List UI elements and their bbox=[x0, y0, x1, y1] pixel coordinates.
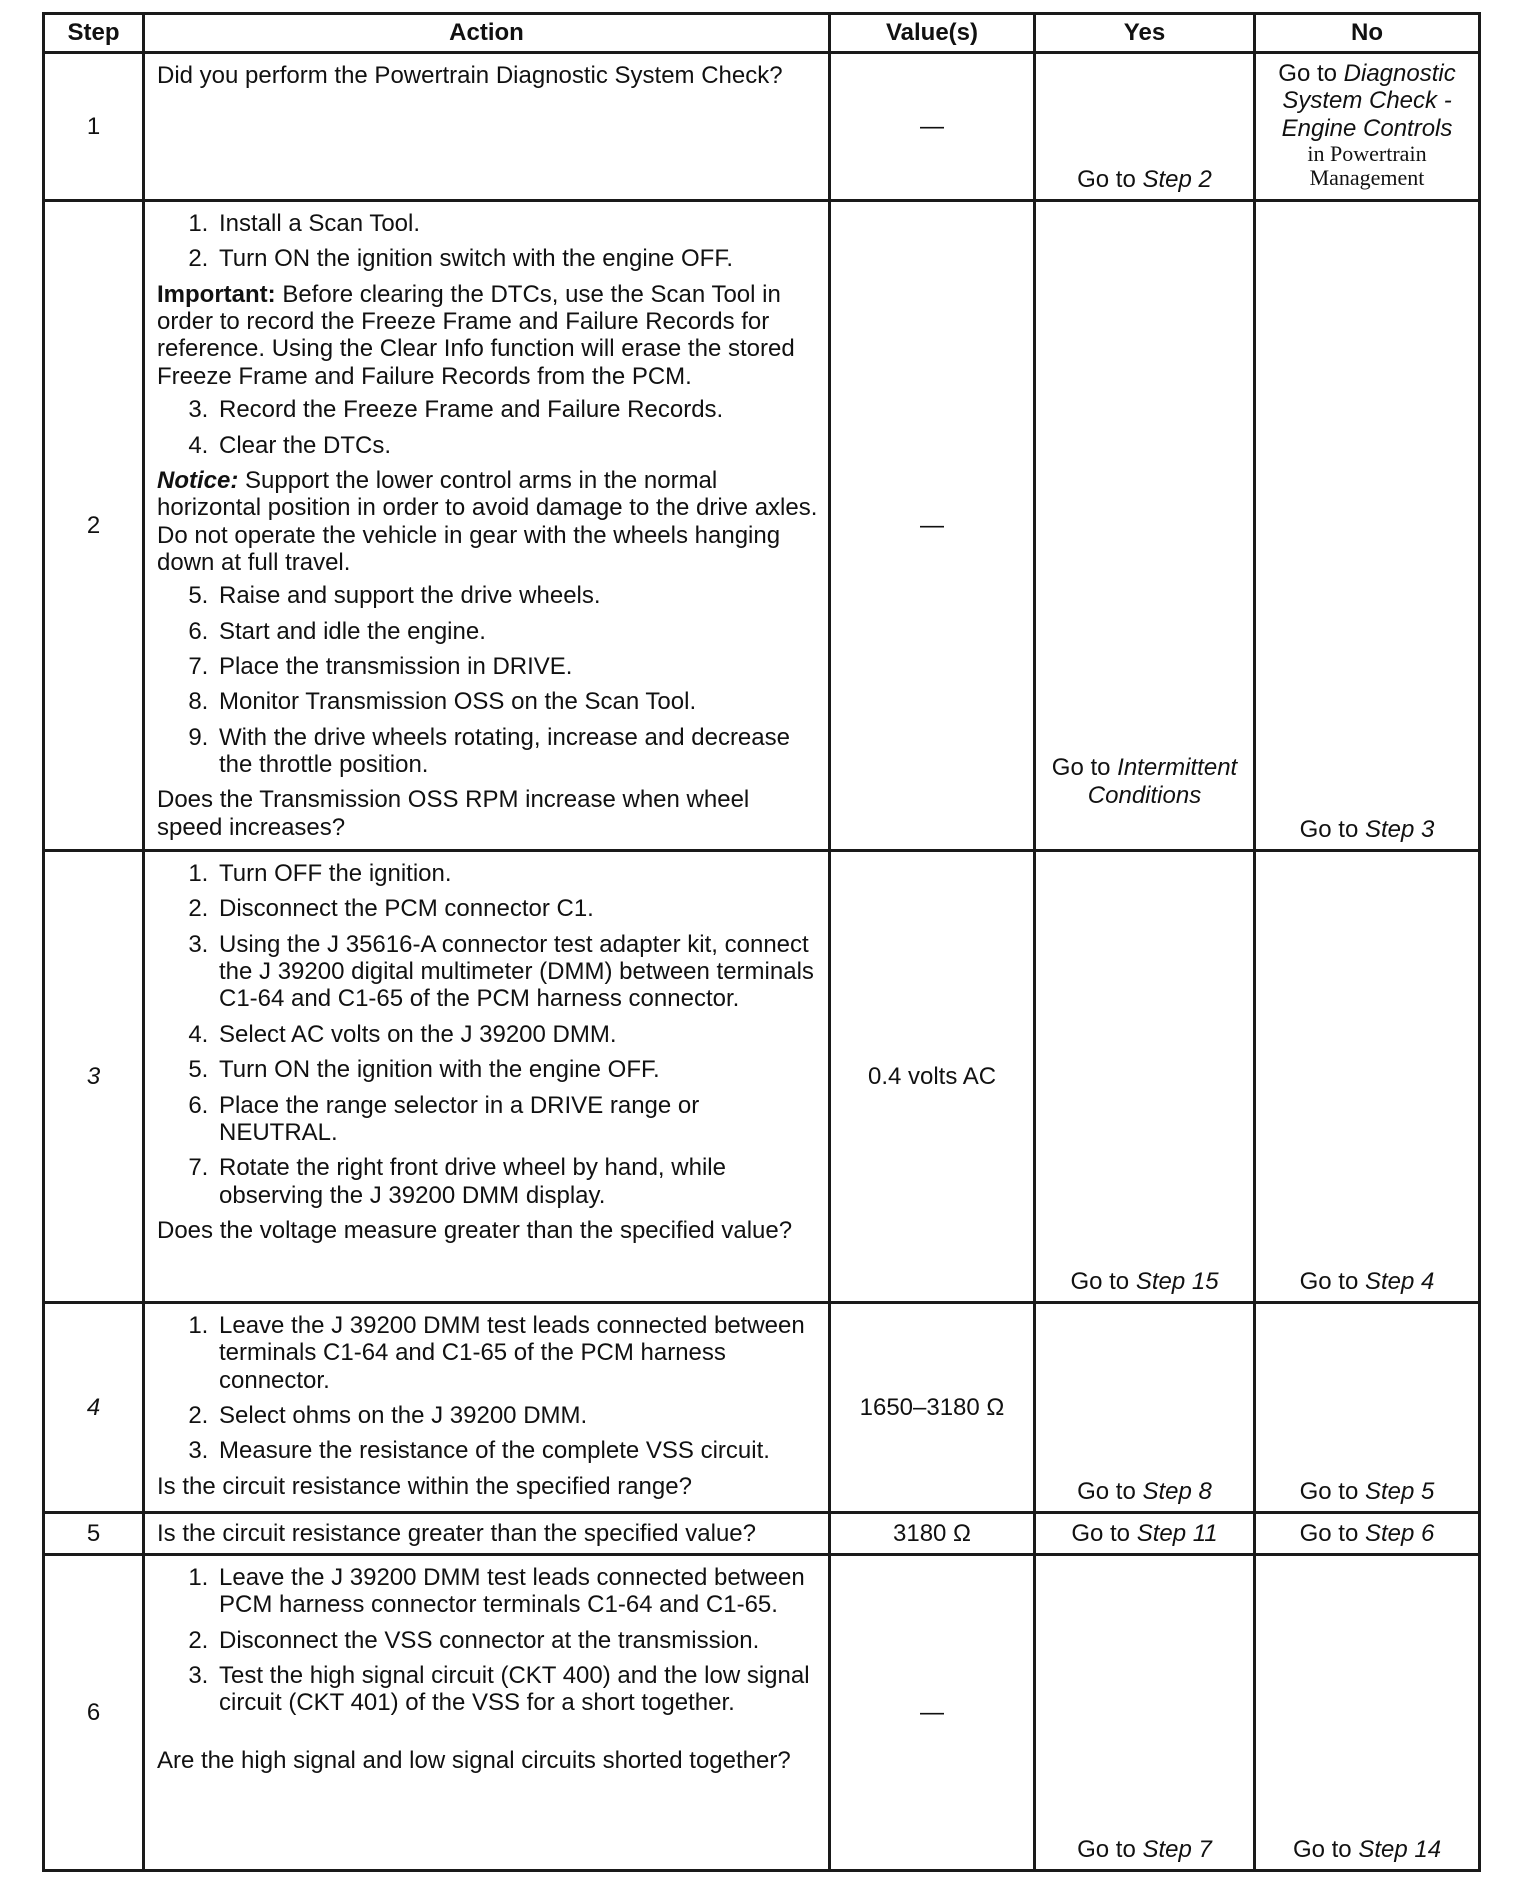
header-action: Action bbox=[144, 14, 830, 53]
list-item: 6. Place the range selector in a DRIVE range or NEUTRAL. bbox=[215, 1092, 818, 1147]
yes-cell bbox=[1035, 1513, 1255, 1555]
action-cell bbox=[144, 201, 830, 851]
no-prefix: Go to bbox=[1278, 60, 1344, 87]
notice-text: Support the lower control arms in the normal horizontal position in order to avoid damage to the drive axles. Do not operate the vehicle in gear with the wheels hanging down at full travel. bbox=[157, 466, 818, 576]
list-item: 4. Clear the DTCs. bbox=[215, 432, 818, 459]
list-item: 5. Raise and support the drive wheels. bbox=[215, 582, 818, 609]
no-cell bbox=[1255, 53, 1480, 201]
step-number: 2 bbox=[44, 201, 144, 851]
yes-cell bbox=[1035, 1303, 1255, 1513]
question-text: Did you perform the Powertrain Diagnostic System Check? bbox=[157, 62, 783, 89]
yes-prefix: Go to bbox=[1070, 1267, 1136, 1295]
list-item: 2. Select ohms on the J 39200 DMM. bbox=[215, 1402, 818, 1429]
action-cell bbox=[144, 53, 830, 201]
header-step: Step bbox=[44, 14, 144, 53]
step-number: 5 bbox=[44, 1513, 144, 1555]
table-row bbox=[44, 201, 1480, 851]
question-text: Does the voltage measure greater than the specified value? bbox=[157, 1216, 793, 1244]
no-prefix: Go to bbox=[1299, 1519, 1365, 1547]
yes-prefix: Go to bbox=[1077, 1835, 1143, 1863]
question-text: Are the high signal and low signal circuits shorted together? bbox=[157, 1746, 791, 1774]
no-suffix: in Powertrain Management bbox=[1307, 141, 1427, 191]
list-item: 7. Place the transmission in DRIVE. bbox=[215, 653, 818, 680]
no-link[interactable]: Step 5 bbox=[1364, 1477, 1435, 1505]
value-cell: — bbox=[830, 201, 1035, 851]
no-prefix: Go to bbox=[1292, 1835, 1359, 1863]
notice-note bbox=[157, 467, 818, 576]
instruction-list bbox=[157, 1564, 818, 1717]
question-text: Is the circuit resistance within the specified range? bbox=[157, 1472, 692, 1500]
no-cell bbox=[1255, 201, 1480, 851]
diagnostic-table bbox=[42, 12, 1481, 1872]
list-item: 2. Turn ON the ignition switch with the engine OFF. bbox=[215, 245, 818, 272]
action-cell bbox=[144, 1513, 830, 1555]
value-cell: 1650–3180 Ω bbox=[830, 1303, 1035, 1513]
action-cell bbox=[144, 1555, 830, 1871]
action-cell bbox=[144, 851, 830, 1303]
yes-cell bbox=[1035, 201, 1255, 851]
step-number: 6 bbox=[44, 1555, 144, 1871]
yes-cell bbox=[1035, 53, 1255, 201]
header-row bbox=[44, 14, 1480, 53]
no-link[interactable]: Step 14 bbox=[1358, 1835, 1442, 1863]
yes-link[interactable]: Step 2 bbox=[1142, 165, 1212, 193]
no-link[interactable]: Step 4 bbox=[1364, 1267, 1435, 1295]
no-cell bbox=[1255, 1555, 1480, 1871]
important-text: Before clearing the DTCs, use the Scan Tool in order to record the Freeze Frame and Failure Records for reference. Using the Clear Info function will erase the stored Freeze Frame and Failure Records from the PCM. bbox=[157, 280, 795, 390]
list-item: 3. Using the J 35616-A connector test adapter kit, connect the J 39200 digital multimeter (DMM) between terminals C1-64 and C1-65 of the PCM harness connector. bbox=[215, 931, 818, 1013]
list-item: 1. Install a Scan Tool. bbox=[215, 210, 818, 237]
yes-link[interactable]: Step 11 bbox=[1136, 1519, 1218, 1547]
yes-link[interactable]: Step 15 bbox=[1135, 1267, 1219, 1295]
value-cell: 3180 Ω bbox=[830, 1513, 1035, 1555]
header-values: Value(s) bbox=[830, 14, 1035, 53]
yes-link[interactable]: Intermittent Conditions bbox=[1087, 754, 1238, 809]
list-item: 3. Measure the resistance of the complete VSS circuit. bbox=[215, 1437, 818, 1464]
no-link[interactable]: Step 6 bbox=[1364, 1519, 1435, 1547]
list-item: 4. Select AC volts on the J 39200 DMM. bbox=[215, 1021, 818, 1048]
step-number: 1 bbox=[44, 53, 144, 201]
list-item: 5. Turn ON the ignition with the engine OFF. bbox=[215, 1056, 818, 1083]
step-number: 3 bbox=[44, 851, 144, 1303]
notice-label: Notice: bbox=[157, 466, 239, 494]
instruction-list bbox=[157, 1312, 818, 1465]
no-cell bbox=[1255, 1303, 1480, 1513]
table-row bbox=[44, 1513, 1480, 1555]
yes-prefix: Go to bbox=[1077, 1477, 1143, 1505]
value-cell: 0.4 volts AC bbox=[830, 851, 1035, 1303]
important-label: Important: bbox=[157, 280, 276, 308]
yes-cell bbox=[1035, 851, 1255, 1303]
instruction-list bbox=[157, 210, 818, 273]
yes-prefix: Go to bbox=[1077, 165, 1143, 193]
list-item: 6. Start and idle the engine. bbox=[215, 618, 818, 645]
yes-cell bbox=[1035, 1555, 1255, 1871]
instruction-list bbox=[157, 860, 818, 1209]
header-yes: Yes bbox=[1035, 14, 1255, 53]
instruction-list bbox=[157, 396, 818, 459]
list-item: 8. Monitor Transmission OSS on the Scan Tool. bbox=[215, 688, 818, 715]
question-text: Does the Transmission OSS RPM increase when wheel speed increases? bbox=[157, 786, 750, 841]
yes-link[interactable]: Step 7 bbox=[1142, 1835, 1212, 1863]
list-item: 9. With the drive wheels rotating, increase and decrease the throttle position. bbox=[215, 724, 818, 779]
action-cell bbox=[144, 1303, 830, 1513]
table-row bbox=[44, 1555, 1480, 1871]
no-prefix: Go to bbox=[1299, 1267, 1365, 1295]
list-item: 1. Turn OFF the ignition. bbox=[215, 860, 818, 887]
table-row bbox=[44, 1303, 1480, 1513]
list-item: 2. Disconnect the PCM connector C1. bbox=[215, 895, 818, 922]
list-item: 2. Disconnect the VSS connector at the transmission. bbox=[215, 1627, 818, 1654]
list-item: 1. Leave the J 39200 DMM test leads connected between terminals C1-64 and C1-65 of the PCM harness connector. bbox=[215, 1312, 818, 1394]
no-prefix: Go to bbox=[1299, 1477, 1365, 1505]
yes-link[interactable]: Step 8 bbox=[1142, 1477, 1212, 1505]
no-prefix: Go to bbox=[1299, 815, 1365, 843]
yes-prefix: Go to bbox=[1071, 1519, 1137, 1547]
question-text: Is the circuit resistance greater than the specified value? bbox=[157, 1519, 756, 1547]
list-item: 7. Rotate the right front drive wheel by hand, while observing the J 39200 DMM display. bbox=[215, 1154, 818, 1209]
step-number: 4 bbox=[44, 1303, 144, 1513]
instruction-list bbox=[157, 582, 818, 778]
no-link[interactable]: Diagnostic System Check - Engine Controls bbox=[1281, 60, 1456, 142]
yes-prefix: Go to bbox=[1051, 754, 1118, 782]
list-item: 3. Test the high signal circuit (CKT 400) and the low signal circuit (CKT 401) of the VSS for a short together. bbox=[215, 1662, 818, 1717]
header-no: No bbox=[1255, 14, 1480, 53]
table-row bbox=[44, 851, 1480, 1303]
important-note bbox=[157, 281, 818, 390]
no-cell bbox=[1255, 851, 1480, 1303]
value-cell: — bbox=[830, 1555, 1035, 1871]
list-item: 3. Record the Freeze Frame and Failure Records. bbox=[215, 396, 818, 423]
list-item: 1. Leave the J 39200 DMM test leads connected between PCM harness connector terminals C1-64 and C1-65. bbox=[215, 1564, 818, 1619]
no-link[interactable]: Step 3 bbox=[1364, 815, 1435, 843]
table-row bbox=[44, 53, 1480, 201]
no-cell bbox=[1255, 1513, 1480, 1555]
value-cell: — bbox=[830, 53, 1035, 201]
